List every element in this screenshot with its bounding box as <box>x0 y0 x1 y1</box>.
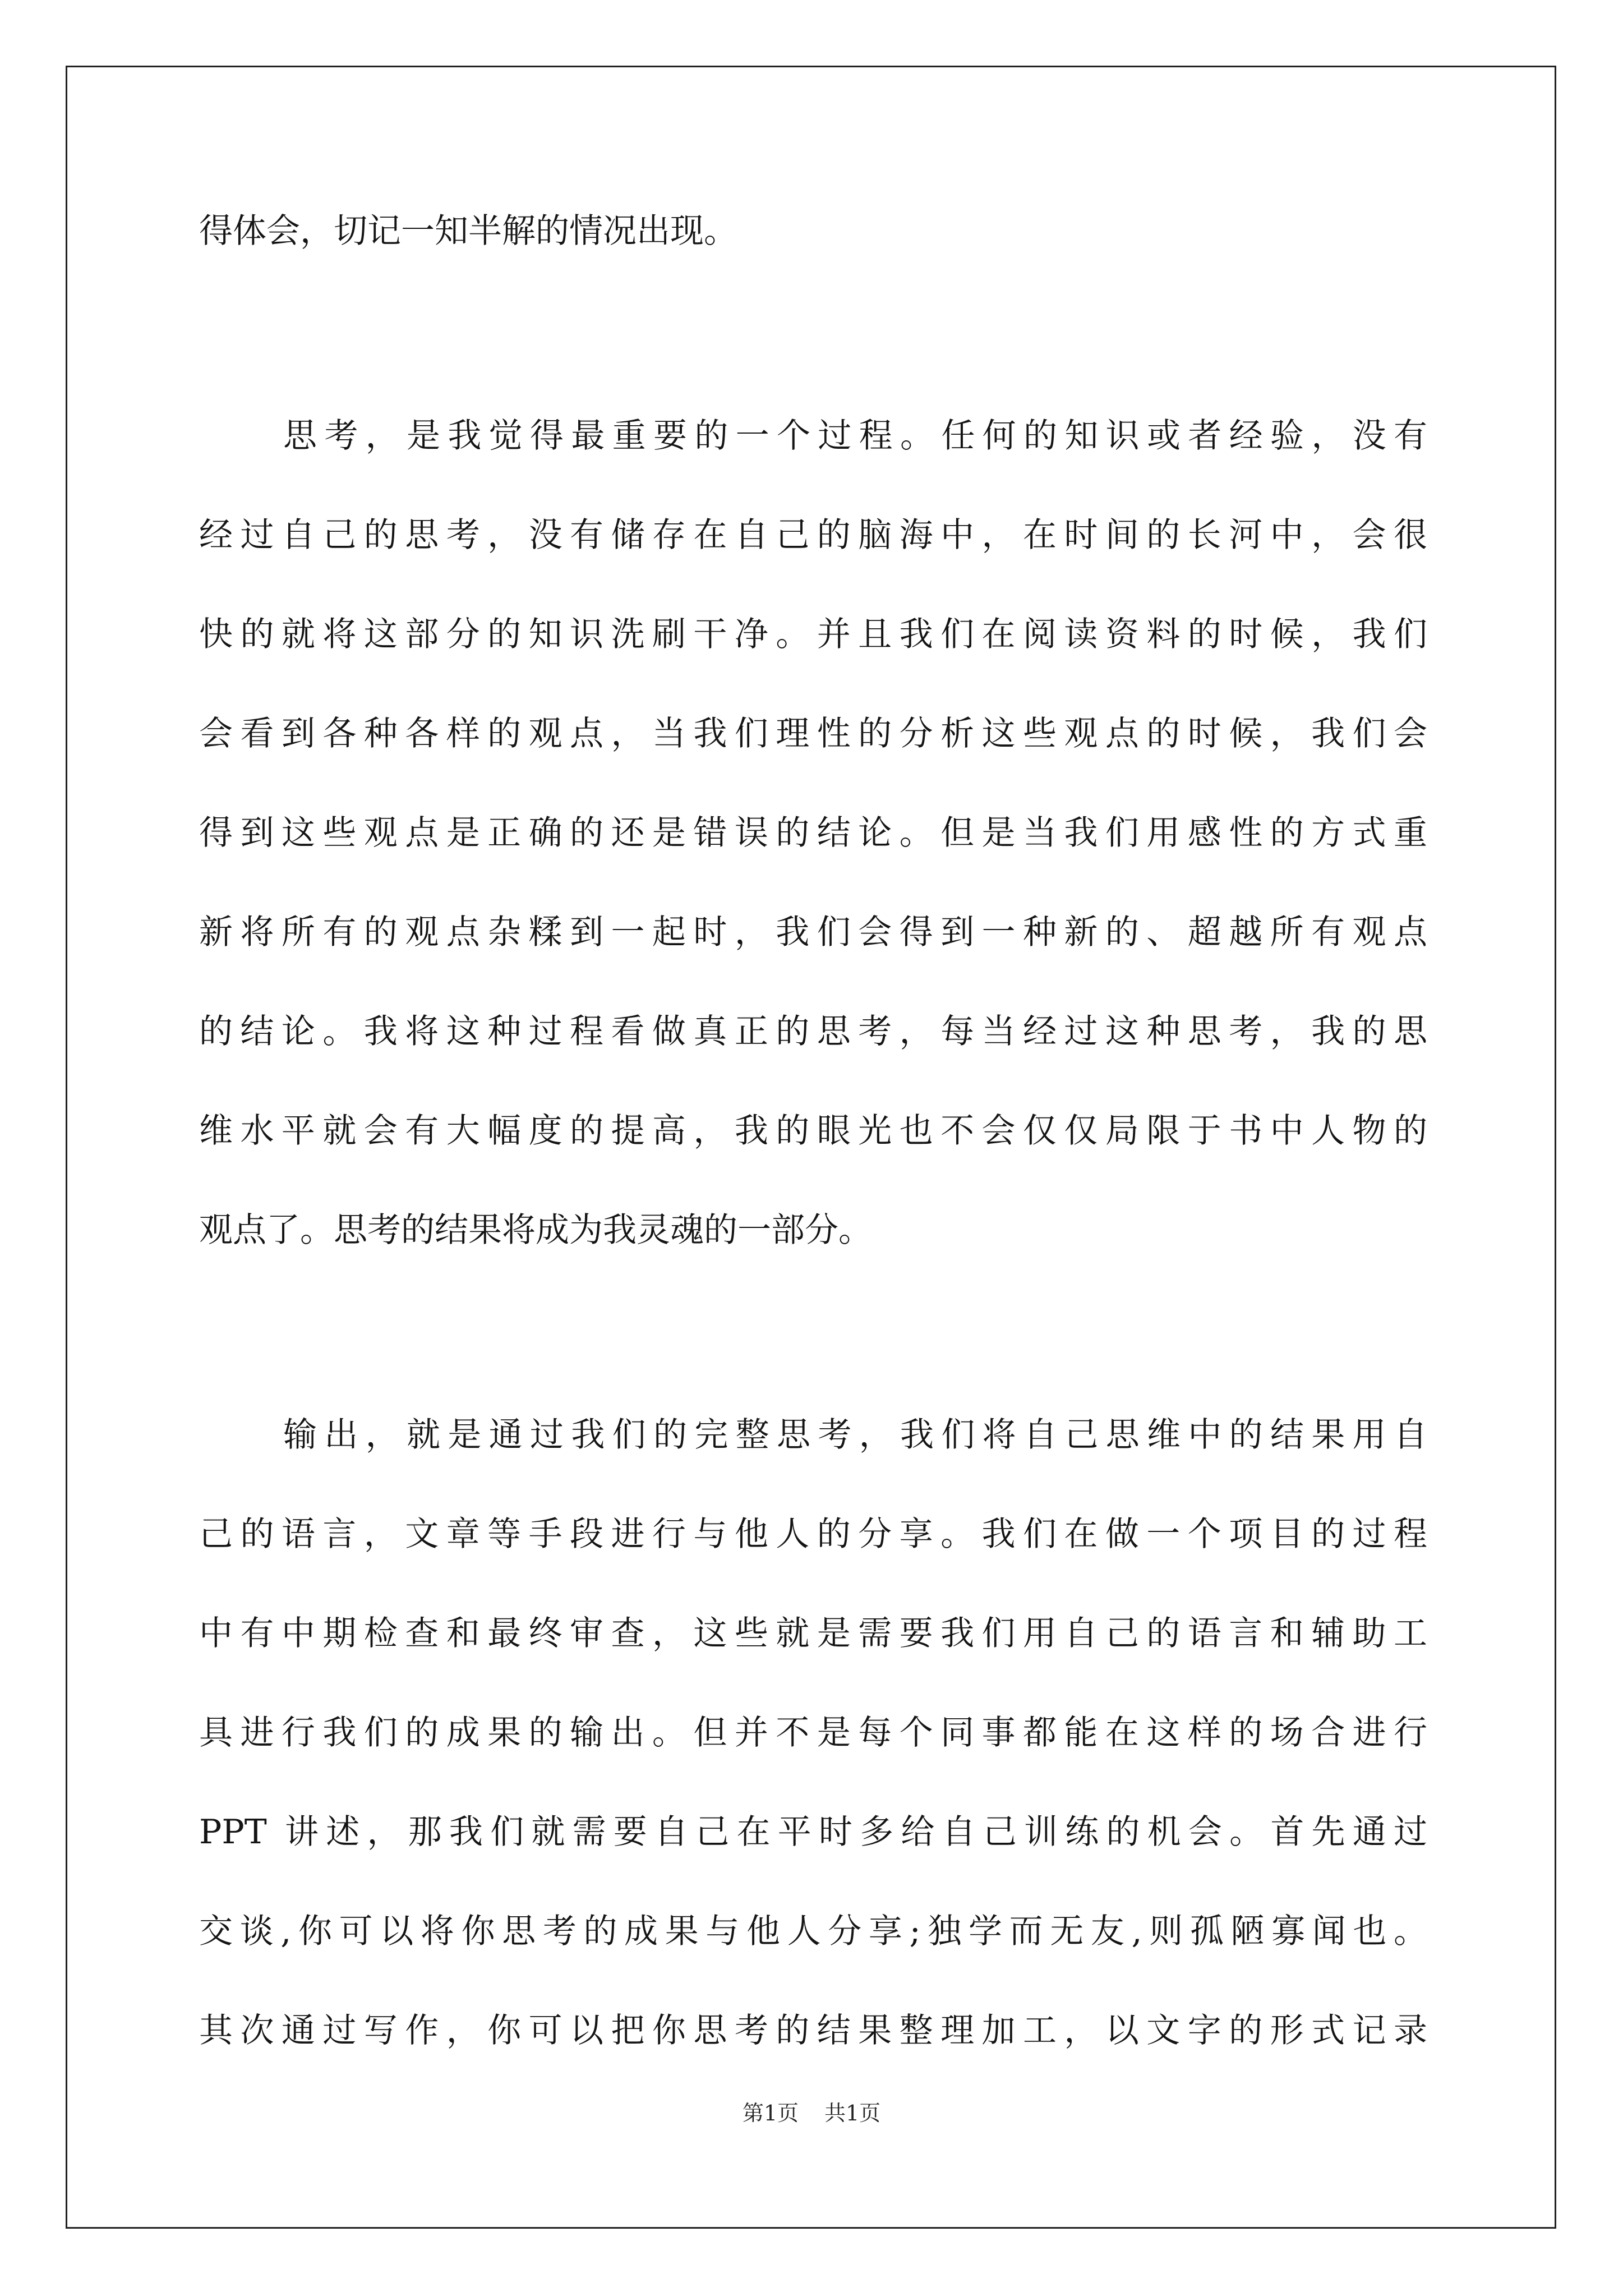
text-line: 己的语言，文章等手段进行与他人的分享。我们在做一个项目的过程 <box>199 1515 1427 1554</box>
page-footer <box>0 2099 1623 2127</box>
text-line: 维水平就会有大幅度的提高，我的眼光也不会仅仅局限于书中人物的 <box>199 1111 1427 1151</box>
text-line: 快的就将这部分的知识洗刷干净。并且我们在阅读资料的时候，我们 <box>199 615 1427 654</box>
page-total: 共1页 <box>824 2101 881 2125</box>
text-line: 得到这些观点是正确的还是错误的结论。但是当我们用感性的方式重 <box>199 813 1427 853</box>
text-line: 会看到各种各样的观点，当我们理性的分析这些观点的时候，我们会 <box>199 714 1427 753</box>
text-line: PPT 讲述，那我们就需要自己在平时多给自己训练的机会。首先通过 <box>199 1812 1427 1852</box>
text-line: 中有中期检查和最终审查，这些就是需要我们用自己的语言和辅助工 <box>199 1614 1427 1653</box>
text-line: 得体会，切记一知半解的情况出现。 <box>199 211 737 251</box>
text-line: 经过自己的思考，没有储存在自己的脑海中，在时间的长河中，会很 <box>199 516 1427 555</box>
text-line: 的结论。我将这种过程看做真正的思考，每当经过这种思考，我的思 <box>199 1012 1427 1051</box>
page-number: 第1页 <box>742 2101 799 2125</box>
text-line: 交谈,你可以将你思考的成果与他人分享;独学而无友,则孤陋寡闻也。 <box>199 1912 1427 1951</box>
document-body <box>199 203 1427 2102</box>
text-line: 输出，就是通过我们的完整思考，我们将自己思维中的结果用自 <box>283 1415 1427 1455</box>
text-line: 新将所有的观点杂糅到一起时，我们会得到一种新的、超越所有观点 <box>199 913 1427 952</box>
text-line: 观点了。思考的结果将成为我灵魂的一部分。 <box>199 1211 872 1250</box>
text-line: 其次通过写作，你可以把你思考的结果整理加工，以文字的形式记录 <box>199 2011 1427 2050</box>
text-line: 具进行我们的成果的输出。但并不是每个同事都能在这样的场合进行 <box>199 1713 1427 1752</box>
text-line: 思考，是我觉得最重要的一个过程。任何的知识或者经验，没有 <box>283 416 1427 455</box>
